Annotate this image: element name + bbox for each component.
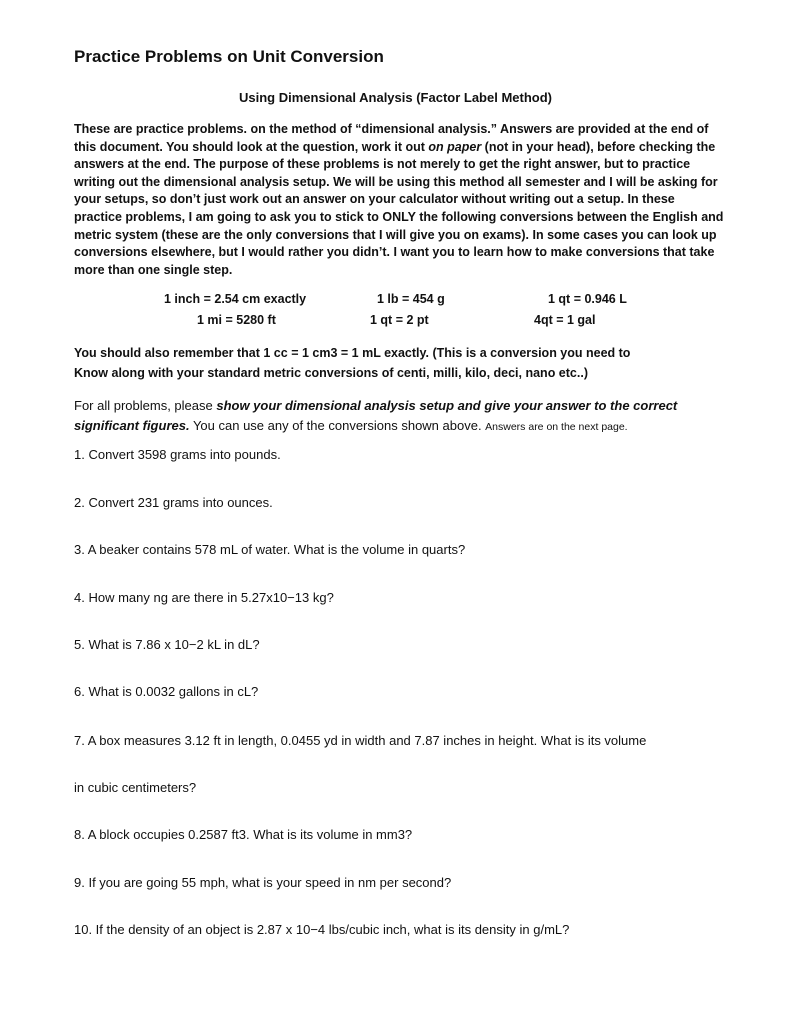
question-7-continued: in cubic centimeters? <box>74 780 197 795</box>
intro-text-2: (not in your head), before checking the answers at the end. The purpose of these problems is not merely to get the right answer, but to practice writing out the dimensional analysis setup. We will be using this method all semester and I will be asking for your setups, so don’t just work out an answer on your calculator without writing out a setup. In these practice problems, I am going to ask you to stick to ONLY the following conversions between the English and metric system (these are the only conversions that I will give you on exams). In some cases you can look up conversions elsewhere, but I would rather you didn’t. I want you to learn how to make conversions that take more than one single step. <box>74 139 724 277</box>
question-5: 5. What is 7.86 x 10−2 kL in dL? <box>74 637 260 652</box>
conversion-inch-cm: 1 inch = 2.54 cm exactly <box>164 292 307 306</box>
instructions-lead: For all problems, please <box>74 398 217 413</box>
question-1: 1. Convert 3598 grams into pounds. <box>74 447 281 462</box>
page-subtitle: Using Dimensional Analysis (Factor Label Method) <box>238 90 552 105</box>
question-6: 6. What is 0.0032 gallons in cL? <box>74 684 259 699</box>
conversion-qt-l: 1 qt = 0.946 L <box>548 292 627 306</box>
question-2: 2. Convert 231 grams into ounces. <box>74 495 273 510</box>
intro-emphasis: on paper <box>428 139 482 154</box>
conversion-qt-pt: 1 qt = 2 pt <box>370 313 429 327</box>
remember-line-2: Know along with your standard metric conversions of centi, milli, kilo, deci, nano etc..) <box>74 366 588 380</box>
intro-text-1: These are practice problems. on the method of “dimensional analysis.” Answers are provided at the end of this document. You should look at the question, work it out <box>74 122 709 154</box>
question-4: 4. How many ng are there in 5.27x10−13 kg? <box>74 590 334 605</box>
question-10: 10. If the density of an object is 2.87 x 10−4 lbs/cubic inch, what is its density in g/mL? <box>74 922 570 937</box>
conversion-mi-ft: 1 mi = 5280 ft <box>197 313 276 327</box>
remember-line-1: You should also remember that 1 cc = 1 cm3 = 1 mL exactly. (This is a conversion you need to <box>74 346 631 360</box>
question-3: 3. A beaker contains 578 mL of water. What is the volume in quarts? <box>74 542 466 557</box>
page-title: Practice Problems on Unit Conversion <box>74 47 384 66</box>
conversion-qt-gal: 4qt = 1 gal <box>534 313 596 327</box>
instructions-tail: You can use any of the conversions shown above. <box>189 418 486 433</box>
question-7: 7. A box measures 3.12 ft in length, 0.0455 yd in width and 7.87 inches in height. What is its volume <box>74 733 647 748</box>
question-8: 8. A block occupies 0.2587 ft3. What is its volume in mm3? <box>74 827 413 842</box>
question-9: 9. If you are going 55 mph, what is your speed in nm per second? <box>74 875 452 890</box>
intro-paragraph <box>74 121 724 279</box>
conversion-lb-g: 1 lb = 454 g <box>377 292 445 306</box>
remember-paragraph <box>74 343 714 383</box>
instructions-paragraph <box>74 396 734 437</box>
instructions-emphasis: show your dimensional analysis setup and give your answer to the correct significant figures. <box>74 398 678 433</box>
answers-note: Answers are on the next page. <box>485 421 628 433</box>
